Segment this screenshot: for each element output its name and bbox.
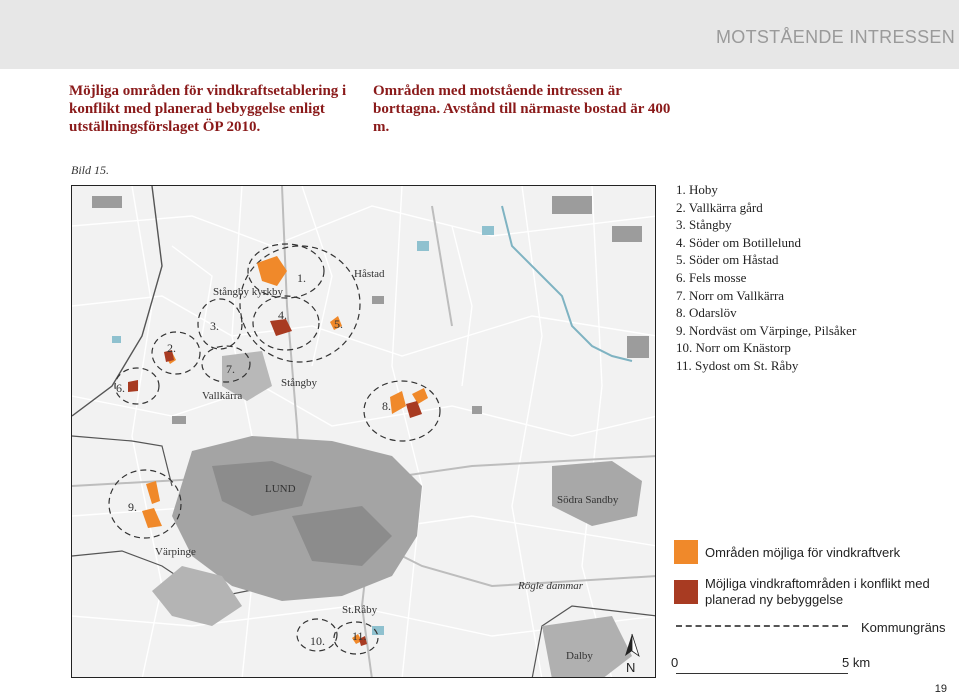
legend-boundary-line xyxy=(676,625,848,627)
area-number-9: 9. xyxy=(128,500,137,514)
area-list xyxy=(676,181,856,375)
lund-urban-area xyxy=(152,436,422,626)
place-rogle-dammar: Rögle dammar xyxy=(518,580,584,592)
list-item: 2. Vallkärra gård xyxy=(676,199,763,215)
area-number-11: 11. xyxy=(352,629,367,643)
legend-boundary-label: Kommungräns xyxy=(861,620,946,635)
place-vallkarra: Vallkärra xyxy=(202,390,243,402)
list-item: 1. Hoby xyxy=(676,182,718,197)
area-number-10: 10. xyxy=(310,634,325,648)
legend-possible-swatch xyxy=(674,540,698,564)
map-graphic xyxy=(72,186,656,678)
page-number: 19 xyxy=(934,683,947,695)
place-lund: LUND xyxy=(265,483,296,495)
area-number-1: 1. xyxy=(297,271,306,285)
list-item: 5. Söder om Håstad xyxy=(676,252,779,268)
section-title: MOTSTÅENDE INTRESSEN xyxy=(715,27,955,47)
area-number-5: 5. xyxy=(334,317,343,331)
area-number-4: 4. xyxy=(278,308,287,322)
header-band xyxy=(0,0,959,69)
scale-bar xyxy=(676,673,848,680)
place-varpinge: Värpinge xyxy=(155,546,196,558)
place-stangby-kyrkby: Stångby kyrkby xyxy=(213,286,283,298)
place-dalby: Dalby xyxy=(566,650,593,662)
north-arrow-icon xyxy=(625,634,639,675)
list-item: 11. Sydost om St. Råby xyxy=(676,357,799,373)
area-number-7: 7. xyxy=(226,362,235,376)
legend-possible-label: Områden möjliga för vindkraftverk xyxy=(705,545,901,560)
scale-end-label: 5 km xyxy=(842,655,871,670)
place-st-raby: St.Råby xyxy=(342,604,378,616)
wind-power-map xyxy=(71,185,656,678)
area-number-3: 3. xyxy=(210,319,219,333)
buildings xyxy=(92,196,649,424)
intro-removed-text: Områden med motstående intressen är borttagna. Avstånd till närmaste bostad är 400 m. xyxy=(373,83,671,135)
list-item: 8. Odarslöv xyxy=(676,305,737,321)
area-number-6: 6. xyxy=(116,381,125,395)
figure-label: Bild 15. xyxy=(71,163,109,177)
area-number-8: 8. xyxy=(382,399,391,413)
place-stangby: Stångby xyxy=(281,377,318,389)
list-item: 7. Norr om Vallkärra xyxy=(676,287,785,303)
list-item: 6. Fels mosse xyxy=(676,269,747,285)
intro-conflict-text: Möjliga områden för vindkraftsetablering i konflikt med planerad bebyggelse enligt utställningsförslaget ÖP 2010. xyxy=(69,83,347,135)
place-sodra-sandby: Södra Sandby xyxy=(557,494,619,506)
list-item: 3. Stångby xyxy=(676,217,732,233)
scale-start-label: 0 xyxy=(671,655,679,670)
place-hastad: Håstad xyxy=(354,268,385,280)
list-item: 10. Norr om Knästorp xyxy=(676,340,791,356)
list-item: 9. Nordväst om Värpinge, Pilsåker xyxy=(676,322,857,338)
legend-conflict-swatch xyxy=(674,580,698,604)
dalby-urban-area xyxy=(542,616,632,678)
legend-conflict-label: Möjliga vindkraftområden i konflikt med planerad ny bebyggelse xyxy=(705,576,930,607)
area-number-2: 2. xyxy=(167,341,176,355)
north-label: N xyxy=(626,660,636,675)
list-item: 4. Söder om Botillelund xyxy=(676,234,801,250)
